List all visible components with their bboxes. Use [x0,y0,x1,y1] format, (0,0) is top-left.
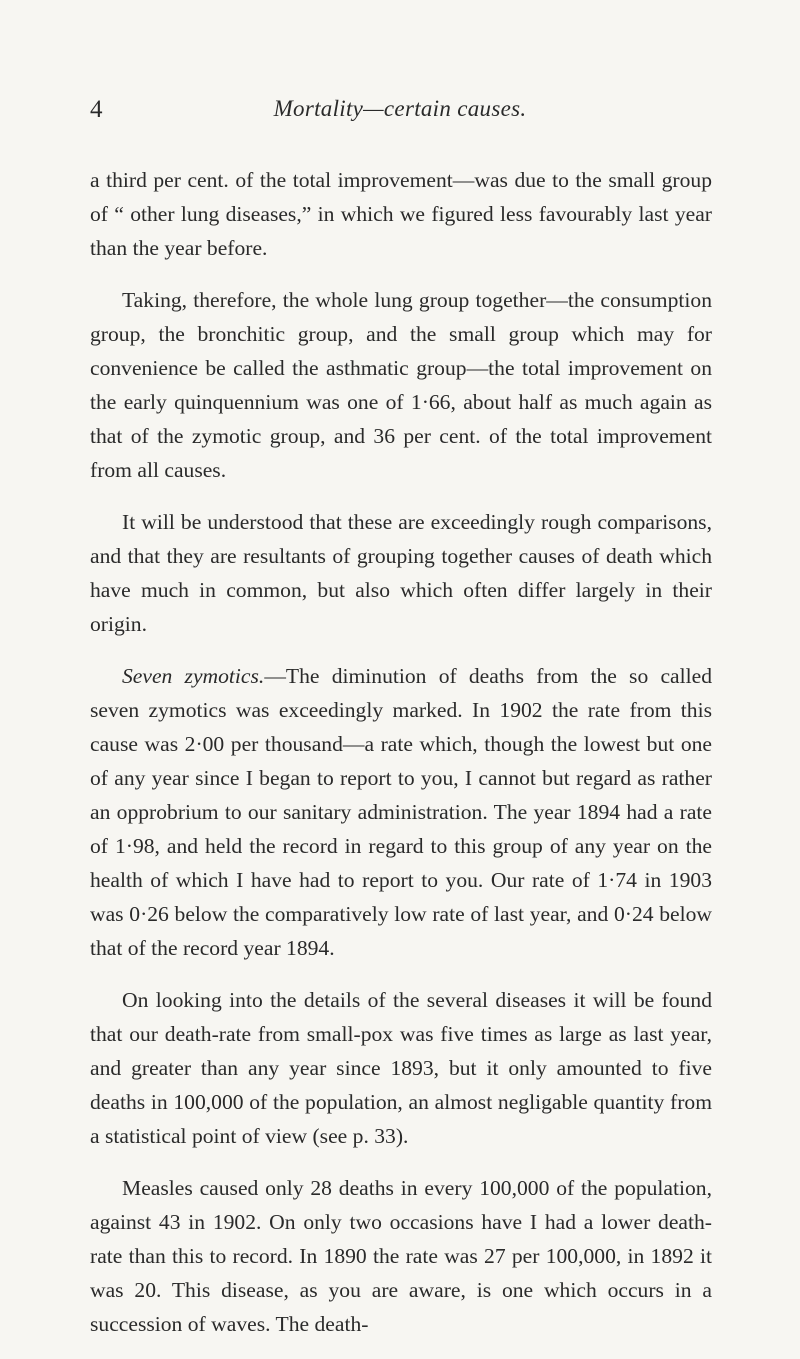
body-text [90,163,712,1359]
paragraph-2-text: Taking, therefore, the whole lung group together—the consumption group, the bronchitic group, and the small group which may for convenience be called the asthmatic group—the total improvement on the early quinquennium was one of 1·66, about half as much again as that of the zymotic group, and 36 per cent. of the total improvement from all causes. [90,288,712,482]
paragraph-3 [90,505,712,641]
paragraph-4 [90,659,712,965]
paragraph-4-text: —The diminution of deaths from the so called seven zymotics was exceedingly marked. In 1902 the rate from this cause was 2·00 per thousand—a rate which, though the lowest but one of any year since I began to report to you, I cannot but regard as rather an opprobrium to our sanitary administration. The year 1894 had a rate of 1·98, and held the record in regard to this group of any year on the health of which I have had to report to you. Our rate of 1·74 in 1903 was 0·26 below the comparatively low rate of last year, and 0·24 below that of the record year 1894. [90,664,712,960]
paragraph-6 [90,1171,712,1341]
paragraph-6-text: Measles caused only 28 deaths in every 100,000 of the population, against 43 in 1902. On only two occasions have I had a lower death-rate than this to record. In 1890 the rate was 27 per 100,000, in 1892 it was 20. This disease, as you are aware, is one which occurs in a succession of waves. The death- [90,1176,712,1336]
section-heading-seven-zymotics: Seven zymotics. [122,664,265,688]
running-title: Mortality—certain causes. [273,96,527,121]
paragraph-3-text: It will be understood that these are exceedingly rough comparisons, and that they are resultants of grouping together causes of death which have much in common, but also which often differ largely in their origin. [90,510,712,636]
paragraph-2 [90,283,712,487]
page-number: 4 [90,96,103,123]
running-header [90,96,710,136]
paragraph-5-text: On looking into the details of the several diseases it will be found that our death-rate from small-pox was five times as large as last year, and greater than any year since 1893, but it only amounted to five deaths in 100,000 of the population, an almost negligable quantity from a statistical point of view (see p. 33). [90,988,712,1148]
paragraph-1 [90,163,712,265]
paragraph-1-text: a third per cent. of the total improvement—was due to the small group of “ other lung diseases,” in which we figured less favourably last year than the year before. [90,168,712,260]
paragraph-5 [90,983,712,1153]
